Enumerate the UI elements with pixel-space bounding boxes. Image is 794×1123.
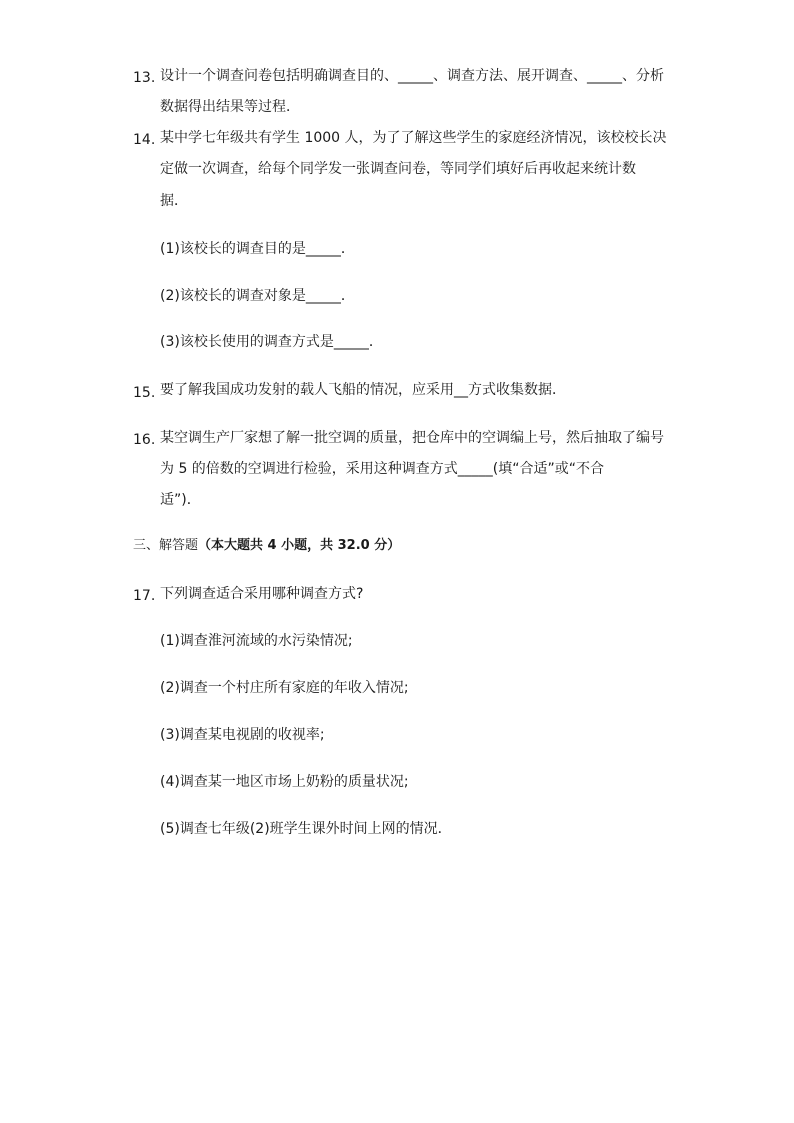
question-16-line-3: 适”)． [160, 492, 201, 508]
question-15-number: 15. [133, 385, 156, 401]
question-14-line-1: 某中学七年级共有学生 1000 人，为了了解这些学生的家庭经济情况，该校校长决 [160, 130, 667, 146]
question-15-line-1: 要了解我国成功发射的载人飞船的情况，应采用__方式收集数据． [160, 382, 566, 398]
question-16-line-1: 某空调生产厂家想了解一批空调的质量，把仓库中的空调编上号，然后抽取了编号 [160, 430, 664, 446]
question-17-line-1: 下列调查适合采用哪种调查方式? [160, 586, 364, 602]
question-13-line-1: 设计一个调查问卷包括明确调查目的、_____、调查方法、展开调查、_____、分析 [160, 68, 664, 84]
question-14-sub-3: (3)该校长使用的调查方式是_____． [160, 334, 383, 350]
section-heading [133, 536, 400, 556]
question-14-line-3: 据． [160, 193, 188, 209]
question-14-sub-2: (2)该校长的调查对象是_____． [160, 288, 355, 304]
question-17-sub-4: (4)调查某一地区市场上奶粉的质量状况; [160, 774, 409, 790]
question-17-sub-2: (2)调查一个村庄所有家庭的年收入情况; [160, 680, 409, 696]
question-13-line-2: 数据得出结果等过程． [160, 99, 300, 115]
question-14-number: 14. [133, 132, 156, 148]
question-16-number: 16. [133, 432, 156, 448]
question-13-number: 13. [133, 70, 156, 86]
question-17-sub-1: (1)调查淮河流域的水污染情况; [160, 633, 353, 649]
question-17-sub-3: (3)调查某电视剧的收视率; [160, 727, 325, 743]
section-heading-prefix: 三、解答题 [133, 538, 199, 553]
question-16-line-2: 为 5 的倍数的空调进行检验，采用这种调查方式_____(填“合适”或“不合 [160, 461, 605, 477]
section-heading-detail: （本大题共 4 小题，共 32.0 分） [198, 538, 401, 553]
question-14-line-2: 定做一次调查，给每个同学发一张调查问卷，等同学们填好后再收起来统计数 [160, 161, 636, 177]
question-17-number: 17. [133, 588, 156, 604]
question-14-sub-1: (1)该校长的调查目的是_____． [160, 241, 355, 257]
question-17-sub-5: (5)调查七年级(2)班学生课外时间上网的情况． [160, 821, 452, 837]
